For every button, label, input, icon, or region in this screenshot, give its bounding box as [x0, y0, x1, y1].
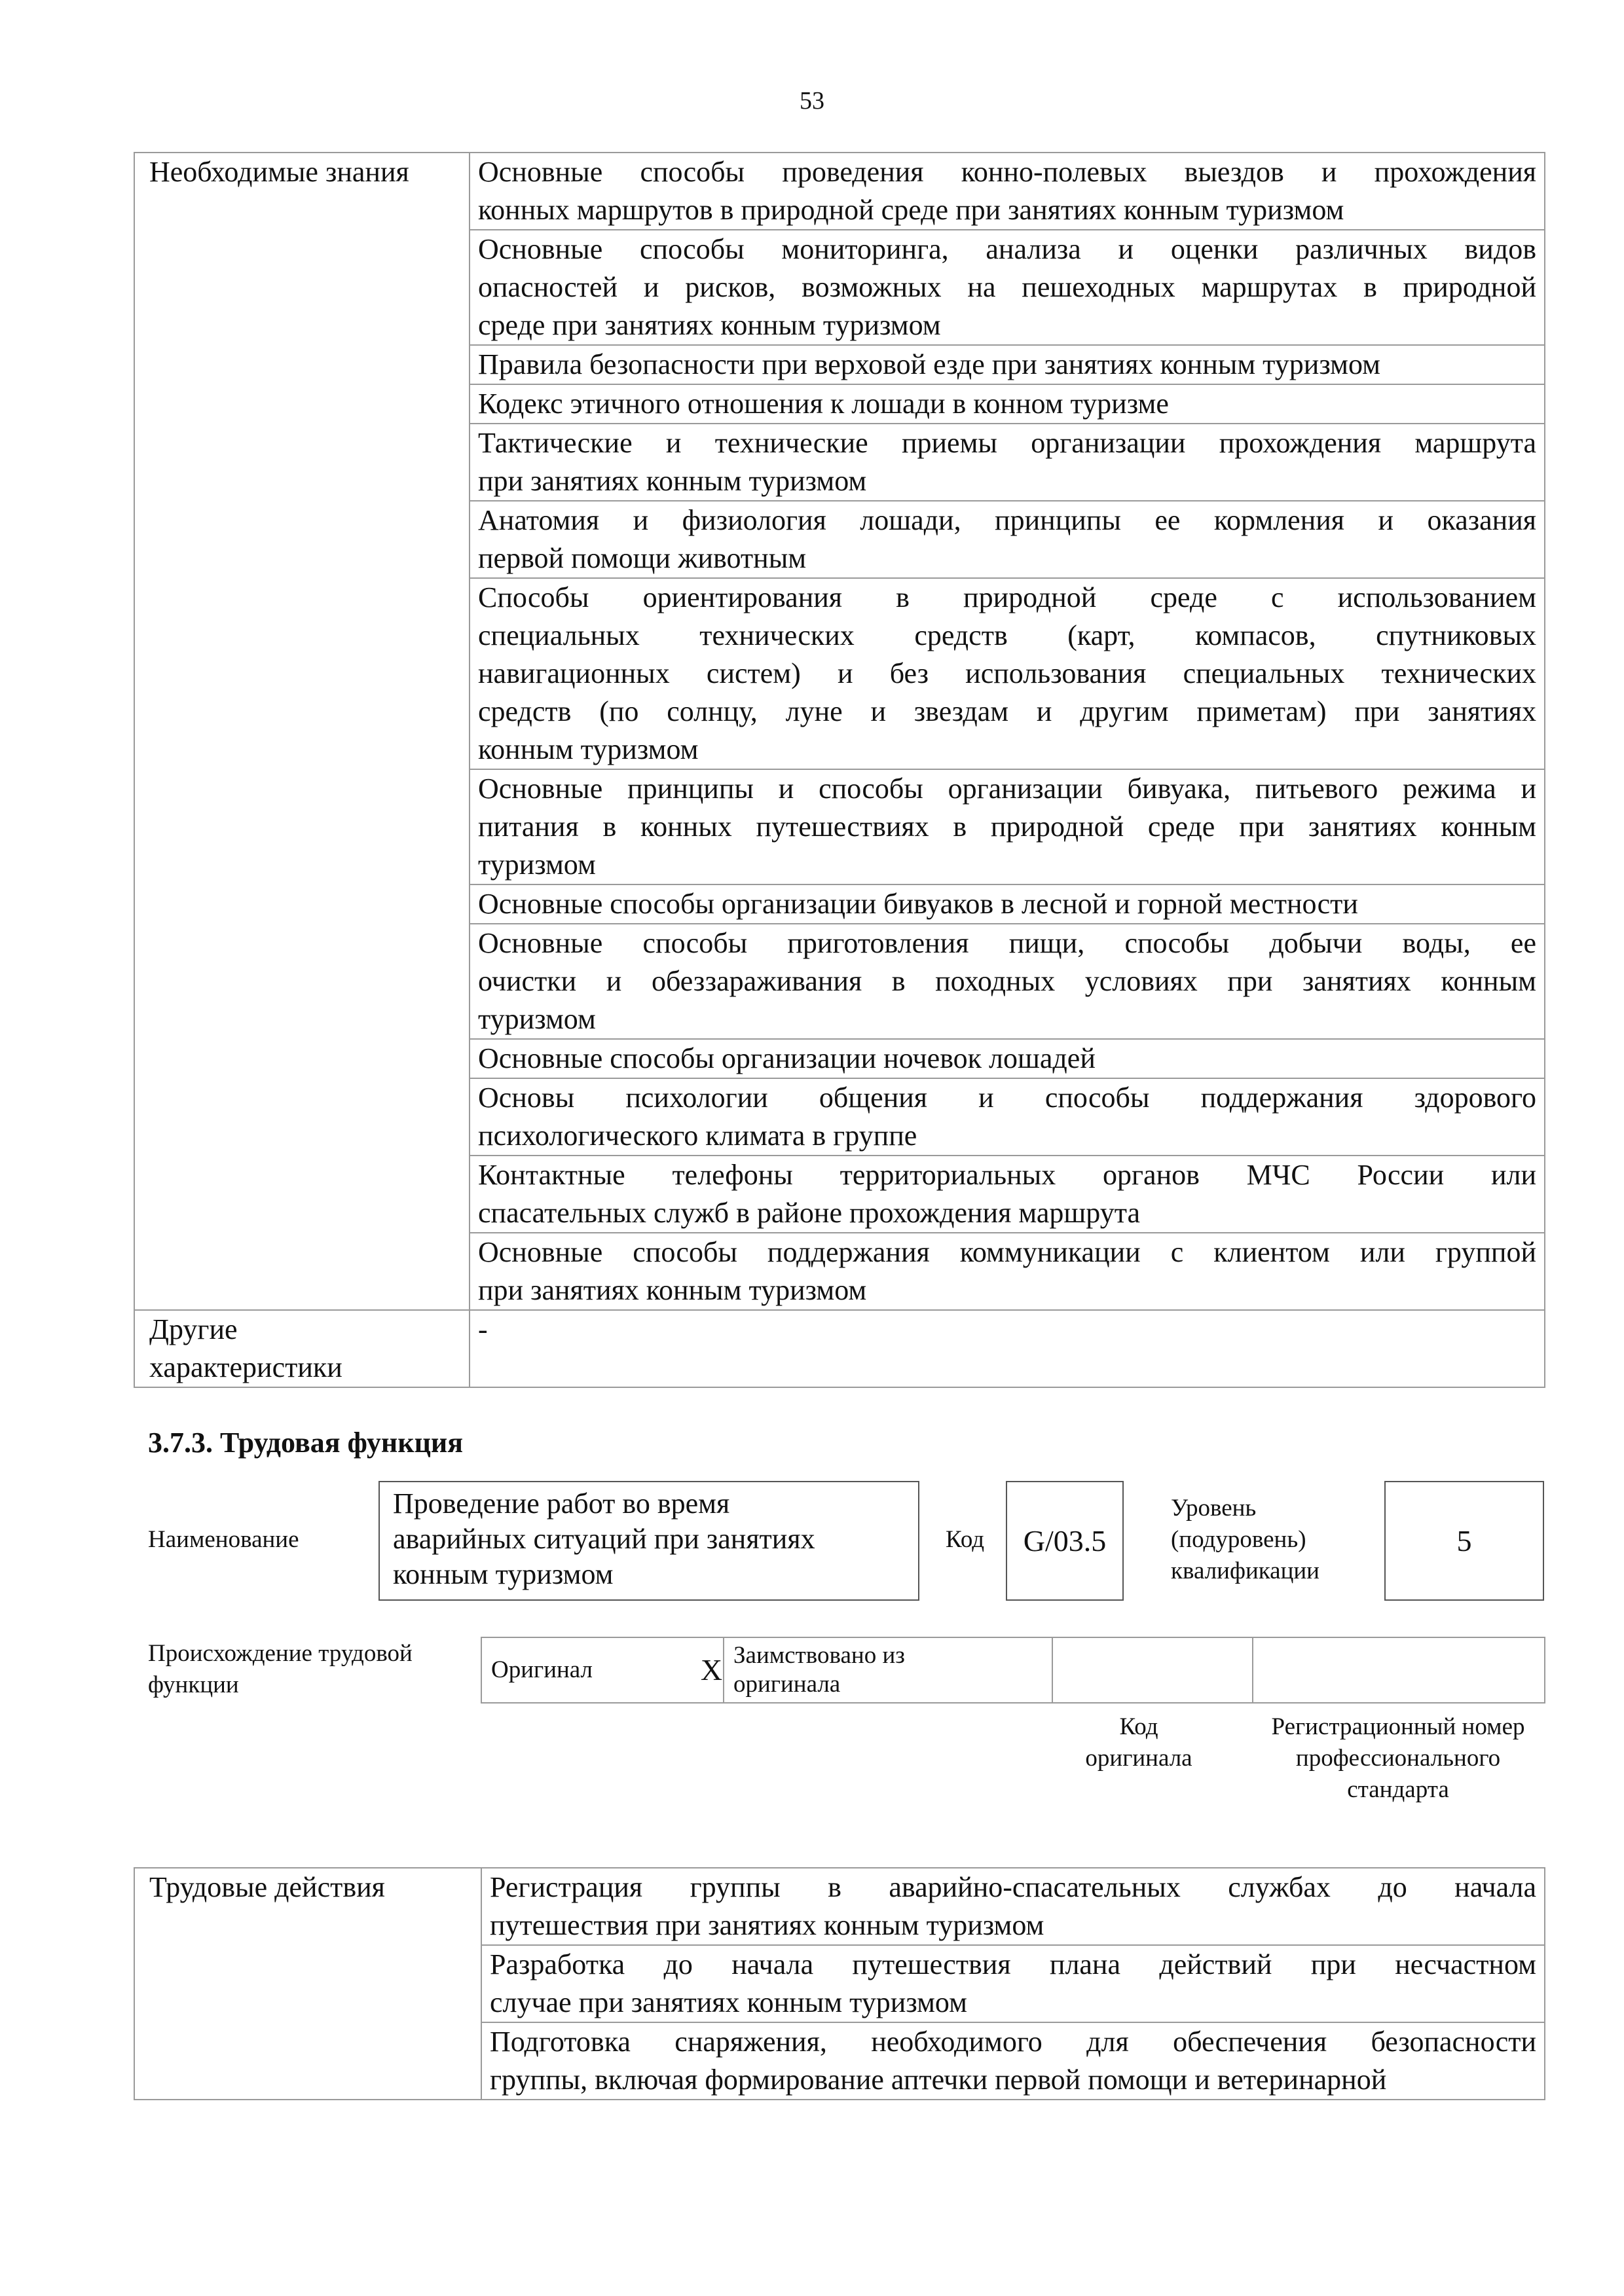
- cell-line: при занятиях конным туризмом: [478, 1274, 867, 1306]
- knowledge-row: [134, 153, 1545, 230]
- table-cell: [470, 384, 1545, 424]
- cell-line: специальных технических средств (карт, компасов, спутниковых: [478, 619, 1536, 651]
- table-cell: [470, 345, 1545, 384]
- cell-line: спасательных служб в районе прохождения маршрута: [478, 1197, 1140, 1229]
- cell-line: Контактные телефоны территориальных органов МЧС России или: [478, 1159, 1536, 1191]
- origin-label-line: функции: [148, 1671, 239, 1698]
- cell-line: случае при занятиях конным туризмом: [490, 1986, 967, 2018]
- cell-line: Кодекс этичного отношения к лошади в конном туризме: [478, 388, 1169, 420]
- table-cell: [470, 769, 1545, 884]
- table-cell: [470, 230, 1545, 345]
- cell-line: Основные способы мониторинга, анализа и оценки различных видов: [478, 233, 1536, 265]
- origin-label: [148, 1638, 413, 1701]
- table-cell: [470, 924, 1545, 1039]
- cell-line: Подготовка снаряжения, необходимого для обеспечения безопасности: [490, 2026, 1536, 2058]
- cell-line: Основные способы поддержания коммуникации с клиентом или группой: [478, 1236, 1536, 1268]
- table-cell: [470, 884, 1545, 924]
- cell-line: Основные принципы и способы организации бивуака, питьевого режима и: [478, 773, 1536, 805]
- function-name-line: конным туризмом: [393, 1558, 614, 1590]
- cell-line: опасностей и рисков, возможных на пешеходных маршрутах в природной: [478, 271, 1536, 303]
- table-cell: [481, 1945, 1545, 2022]
- cell-line: питания в конных путешествиях в природной среде при занятиях конным: [478, 811, 1536, 843]
- cell-line: туризмом: [478, 848, 596, 881]
- cell-line: Основы психологии общения и способы поддержания здорового: [478, 1082, 1536, 1114]
- other-label-line: характеристики: [149, 1351, 342, 1383]
- cell-line: группы, включая формирование аптечки первой помощи и ветеринарной: [490, 2064, 1387, 2096]
- level-box: 5: [1384, 1481, 1544, 1601]
- cell-line: туризмом: [478, 1003, 596, 1035]
- other-characteristics-row: [134, 1310, 1545, 1387]
- table-cell: [481, 1868, 1545, 1945]
- level-label-line: квалификации: [1171, 1558, 1320, 1584]
- origin-original-mark: X: [700, 1637, 724, 1703]
- origin-borrowed-cell: [724, 1637, 1052, 1703]
- code-caption: [1039, 1711, 1239, 1774]
- level-label-line: Уровень: [1171, 1495, 1257, 1522]
- cell-line: Способы ориентирования в природной среде с использованием: [478, 581, 1536, 613]
- origin-label-line: Происхождение трудовой: [148, 1640, 413, 1667]
- other-value: -: [470, 1310, 1545, 1387]
- knowledge-table: [134, 152, 1545, 1388]
- table-cell: [470, 578, 1545, 769]
- table-cell: [470, 1233, 1545, 1310]
- cell-line: конным туризмом: [478, 733, 699, 765]
- cell-line: Разработка до начала путешествия плана действий при несчастном: [490, 1948, 1536, 1980]
- cell-line: Основные способы организации бивуаков в лесной и горной местности: [478, 888, 1358, 920]
- reg-caption-line: Регистрационный номер: [1271, 1713, 1525, 1740]
- cell-line: средств (по солнцу, луне и звездам и другим приметам) при занятиях: [478, 695, 1536, 727]
- reg-caption: [1244, 1711, 1552, 1806]
- level-label: [1171, 1493, 1320, 1587]
- origin-table: [481, 1637, 1545, 1704]
- name-label: Наименование: [148, 1526, 299, 1553]
- cell-line: Тактические и технические приемы организации прохождения маршрута: [478, 427, 1536, 459]
- other-label: [134, 1310, 470, 1387]
- reg-caption-line: стандарта: [1347, 1776, 1449, 1803]
- function-name-line: Проведение работ во время: [393, 1487, 730, 1520]
- cell-line: Основные способы проведения конно-полевых выездов и прохождения: [478, 156, 1536, 188]
- other-label-line: Другие: [149, 1313, 238, 1345]
- code-box: G/03.5: [1006, 1481, 1124, 1601]
- page-number: 53: [800, 87, 824, 115]
- cell-line: Основные способы организации ночевок лошадей: [478, 1042, 1096, 1074]
- cell-line: очистки и обеззараживания в походных условиях при занятиях конным: [478, 965, 1536, 997]
- origin-original-cell: Оригинал: [481, 1637, 700, 1703]
- actions-row: [134, 1868, 1545, 1945]
- origin-borrowed-line: Заимствовано из: [733, 1642, 905, 1669]
- cell-line: конных маршрутов в природной среде при занятиях конным туризмом: [478, 194, 1344, 226]
- cell-line: среде при занятиях конным туризмом: [478, 309, 941, 341]
- code-caption-line: Код: [1119, 1713, 1158, 1740]
- table-cell: [481, 2022, 1545, 2100]
- cell-line: психологического климата в группе: [478, 1120, 917, 1152]
- table-cell: [470, 1156, 1545, 1233]
- cell-line: Регистрация группы в аварийно-спасательных службах до начала: [490, 1871, 1536, 1903]
- table-cell: [470, 1078, 1545, 1156]
- table-cell: [470, 153, 1545, 230]
- cell-line: путешествия при занятиях конным туризмом: [490, 1909, 1044, 1941]
- code-caption-line: оригинала: [1085, 1745, 1192, 1772]
- table-cell: [470, 501, 1545, 578]
- actions-table: [134, 1867, 1545, 2100]
- level-label-line: (подуровень): [1171, 1526, 1306, 1553]
- origin-code-cell: [1052, 1637, 1253, 1703]
- row-label: Необходимые знания: [134, 153, 470, 1310]
- cell-line: Анатомия и физиология лошади, принципы ее кормления и оказания: [478, 504, 1536, 536]
- cell-line: первой помощи животным: [478, 542, 807, 574]
- cell-line: Основные способы приготовления пищи, способы добычи воды, ее: [478, 927, 1536, 959]
- function-name-box: [378, 1481, 919, 1601]
- row-label: Трудовые действия: [134, 1868, 481, 2100]
- section-heading: 3.7.3. Трудовая функция: [148, 1427, 464, 1459]
- table-cell: [470, 424, 1545, 501]
- code-label: Код: [946, 1526, 985, 1553]
- function-name-line: аварийных ситуаций при занятиях: [393, 1523, 815, 1555]
- reg-caption-line: профессионального: [1295, 1745, 1501, 1772]
- cell-line: Правила безопасности при верховой езде при занятиях конным туризмом: [478, 348, 1380, 380]
- origin-borrowed-line: оригинала: [733, 1671, 841, 1698]
- origin-reg-cell: [1253, 1637, 1545, 1703]
- table-cell: [470, 1039, 1545, 1078]
- cell-line: при занятиях конным туризмом: [478, 465, 867, 497]
- cell-line: навигационных систем) и без использования специальных технических: [478, 657, 1536, 689]
